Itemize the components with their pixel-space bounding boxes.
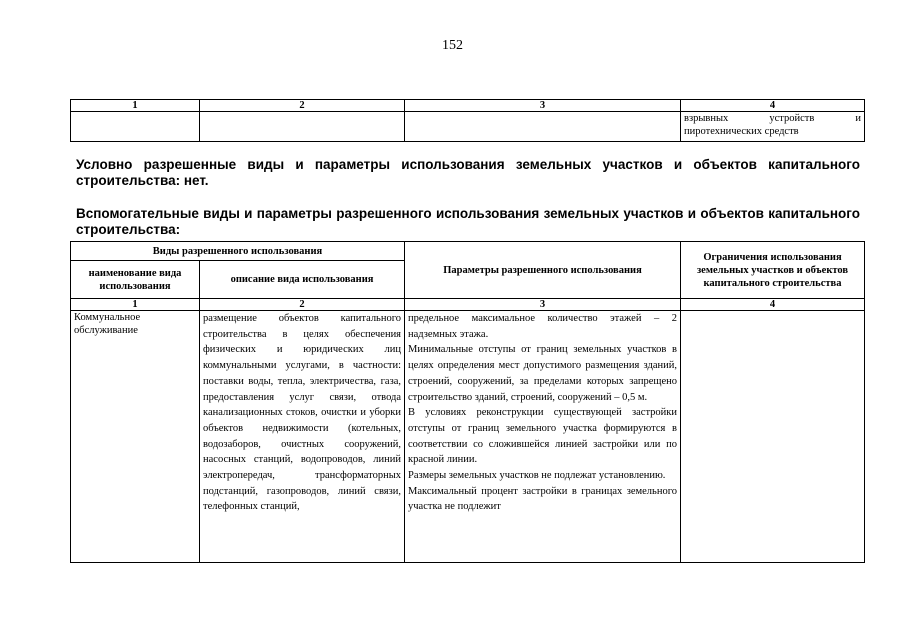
- param-item: Размеры земельных участков не подлежат установлению.: [408, 470, 666, 482]
- heading-conditional: Условно разрешенные виды и параметры использования земельных участков и объектов капитального строительства: нет.: [76, 157, 860, 188]
- top-table-row: [71, 112, 865, 142]
- top-cell-4: [681, 112, 865, 142]
- heading-auxiliary: Вспомогательные виды и параметры разрешенного использования земельных участков и объектов капитального строительства:: [76, 206, 860, 237]
- col-number-4: 4: [681, 100, 865, 112]
- col-number-3: 3: [405, 100, 681, 112]
- use-description: размещение объектов капитального строительства в целях обеспечения физических и юридических лиц коммунальными услугами, в частности: поставки воды, тепла, электричества, газа, предоставления услуг связи, отвода канализационных стоков, очистки и уборки объектов недвижимости (котельных, водозаборов, очистных сооружений, насосных станций, водопроводов, линий электропередач, трансформаторных подстанций, газопроводов, линий связи, телефонных станций,: [200, 311, 405, 563]
- top-cell-4-line-1: взрывных устройств и: [684, 113, 861, 124]
- use-limits: [681, 311, 865, 563]
- header-desc: описание вида использования: [200, 261, 405, 299]
- col-number-1: 1: [71, 100, 200, 112]
- param-item: В условиях реконструкции существующей застройки отступы от границ земельного участка формируются в соответствии со сложившейся линией застройки или по красной линии.: [408, 407, 678, 466]
- col-number-3: 3: [405, 299, 681, 311]
- page-number: 152: [442, 38, 463, 53]
- top-cell-3: [405, 112, 681, 142]
- param-item: Максимальный процент застройки в границах земельного участка не подлежит: [408, 485, 678, 513]
- top-table-number-row: [71, 100, 865, 112]
- table-row: [71, 311, 865, 563]
- top-table: [70, 99, 865, 142]
- col-number-4: 4: [681, 299, 865, 311]
- header-limits: Ограничения использования земельных участков и объектов капитального строительства: [681, 242, 865, 299]
- col-number-2: 2: [200, 299, 405, 311]
- header-name: наименование вида использования: [71, 261, 200, 299]
- use-name: Коммунальное обслуживание: [71, 311, 200, 563]
- main-table: [70, 241, 865, 563]
- col-number-2: 2: [200, 100, 405, 112]
- header-params: Параметры разрешенного использования: [405, 242, 681, 299]
- param-item: Минимальные отступы от границ земельных участков в целях определения мест допустимого размещения зданий, строений, сооружений, за пределами которых запрещено строительство зданий, строений, сооружений – 0,5 м.: [408, 344, 678, 403]
- main-table-number-row: [71, 299, 865, 311]
- header-row-1: [71, 242, 865, 261]
- top-cell-4-line-2: пиротехнических средств: [684, 126, 799, 137]
- col-number-1: 1: [71, 299, 200, 311]
- header-group: Виды разрешенного использования: [71, 242, 405, 261]
- top-cell-2: [200, 112, 405, 142]
- use-params: [405, 311, 681, 563]
- param-item: предельное максимальное количество этажей – 2 надземных этажа.: [408, 313, 678, 340]
- top-cell-1: [71, 112, 200, 142]
